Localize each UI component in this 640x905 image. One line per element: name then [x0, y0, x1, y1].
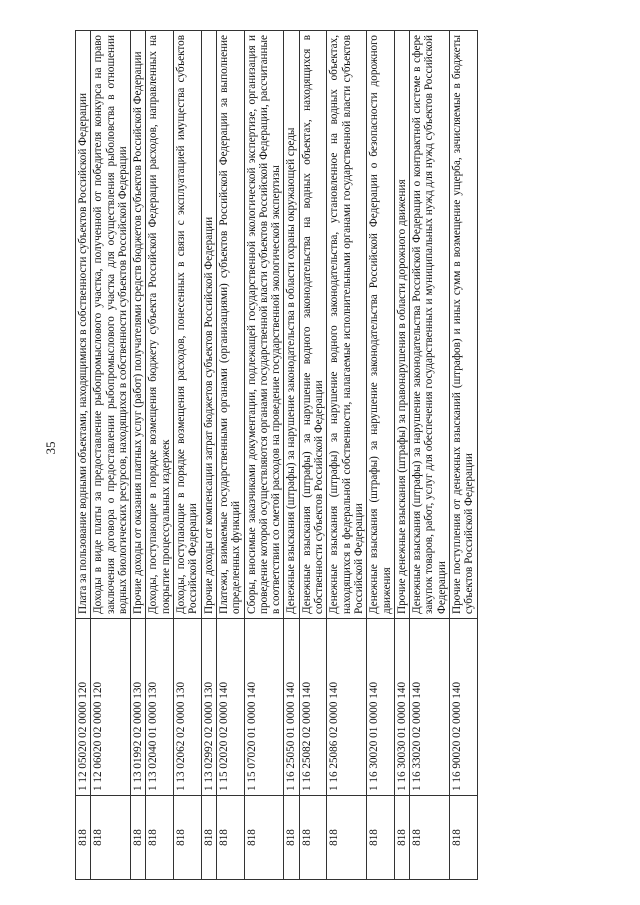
- budget-code-cell: 1 13 01992 02 0000 130: [131, 619, 146, 796]
- admin-code-cell: 818: [299, 796, 327, 880]
- budget-code-cell: 1 16 30020 01 0000 140: [367, 619, 395, 796]
- admin-code-cell: 818: [394, 796, 409, 880]
- revenue-codes-table: [75, 30, 478, 880]
- revenue-name-cell: Денежные взыскания (штрафы) за нарушение законодательства Российской Федерации о безопасности дорожного движения: [367, 31, 395, 619]
- admin-code-cell: 818: [410, 796, 450, 880]
- table-row: [284, 31, 299, 880]
- revenue-name-cell: Платежи, взимаемые государственными органами (организациями) субъектов Российской Федерации за выполнение определенных функций: [216, 31, 244, 619]
- admin-code-cell: 818: [201, 796, 216, 880]
- budget-code-cell: 1 16 25050 01 0000 140: [284, 619, 299, 796]
- table-row: [327, 31, 367, 880]
- table-row: [76, 31, 91, 880]
- revenue-name-cell: Прочие поступления от денежных взысканий (штрафов) и иных сумм в возмещение ущерба, зачисляемые в бюджеты субъектов Российской Федерации: [450, 31, 478, 619]
- revenue-name-cell: Прочие доходы от оказания платных услуг (работ) получателями средств бюджетов субъектов Российской Федерации: [131, 31, 146, 619]
- budget-code-cell: 1 13 02040 01 0000 130: [146, 619, 174, 796]
- table-row: [244, 31, 284, 880]
- admin-code-cell: 818: [367, 796, 395, 880]
- page-number: 35: [43, 441, 58, 455]
- budget-code-cell: 1 12 05020 02 0000 120: [76, 619, 91, 796]
- budget-code-cell: 1 13 02062 02 0000 130: [174, 619, 202, 796]
- budget-code-cell: 1 16 90020 02 0000 140: [450, 619, 478, 796]
- budget-code-cell: 1 16 25082 02 0000 140: [299, 619, 327, 796]
- table-row: [201, 31, 216, 880]
- revenue-name-cell: Денежные взыскания (штрафы) за нарушение законодательства Российской Федерации о контрактной системе в сфере закупок товаров, работ, услуг для обеспечения государственных и муниципальных нужд для нужд субъектов Российской Федерации: [410, 31, 450, 619]
- revenue-name-cell: Прочие денежные взыскания (штрафы) за правонарушения в области дорожного движения: [394, 31, 409, 619]
- table-row: [394, 31, 409, 880]
- admin-code-cell: 818: [284, 796, 299, 880]
- revenue-name-cell: Денежные взыскания (штрафы) за нарушение водного законодательства на водных объектах, находящихся в собственности субъектов Российской Федерации: [299, 31, 327, 619]
- budget-code-cell: 1 13 02992 02 0000 130: [201, 619, 216, 796]
- revenue-name-cell: Доходы в виде платы за предоставление рыбопромыслового участка, полученной от победителя конкурса на право заключения договора о предоставлении рыбопромыслового участка для осуществления рыболовства в отношении водных биологических ресурсов, находящихся в собственности субъектов Российской Федерации: [91, 31, 131, 619]
- table-row: [146, 31, 174, 880]
- table-row: [174, 31, 202, 880]
- revenue-name-cell: Доходы, поступающие в порядке возмещения расходов, понесенных в связи с эксплуатацией имущества субъектов Российской Федерации: [174, 31, 202, 619]
- revenue-name-cell: Плата за пользование водными объектами, находящимися в собственности субъектов Российской Федерации: [76, 31, 91, 619]
- table-row: [367, 31, 395, 880]
- budget-code-cell: 1 16 25086 02 0000 140: [327, 619, 367, 796]
- budget-code-cell: 1 16 30030 01 0000 140: [394, 619, 409, 796]
- admin-code-cell: 818: [146, 796, 174, 880]
- admin-code-cell: 818: [131, 796, 146, 880]
- table-row: [216, 31, 244, 880]
- revenue-name-cell: Денежные взыскания (штрафы) за нарушение законодательства в области охраны окружающей среды: [284, 31, 299, 619]
- budget-code-cell: 1 16 33020 02 0000 140: [410, 619, 450, 796]
- budget-code-cell: 1 15 02020 02 0000 140: [216, 619, 244, 796]
- revenue-name-cell: Доходы, поступающие в порядке возмещения бюджету субъекта Российской Федерации расходов, направленных на покрытие процессуальных издержек: [146, 31, 174, 619]
- rotated-table-container: [75, 30, 615, 880]
- table-row: [299, 31, 327, 880]
- admin-code-cell: 818: [327, 796, 367, 880]
- admin-code-cell: 818: [216, 796, 244, 880]
- table-row: [410, 31, 450, 880]
- admin-code-cell: 818: [174, 796, 202, 880]
- admin-code-cell: 818: [244, 796, 284, 880]
- admin-code-cell: 818: [91, 796, 131, 880]
- budget-code-cell: 1 15 07020 01 0000 140: [244, 619, 284, 796]
- admin-code-cell: 818: [450, 796, 478, 880]
- table-row: [450, 31, 478, 880]
- table-row: [91, 31, 131, 880]
- budget-code-cell: 1 12 06020 02 0000 120: [91, 619, 131, 796]
- table-row: [131, 31, 146, 880]
- admin-code-cell: 818: [76, 796, 91, 880]
- revenue-name-cell: Денежные взыскания (штрафы) за нарушение водного законодательства, установленное на водных объектах, находящихся в федеральной собственности, налагаемые исполнительными органами государственной власти субъектов Российской Федерации: [327, 31, 367, 619]
- revenue-name-cell: Прочие доходы от компенсации затрат бюджетов субъектов Российской Федерации: [201, 31, 216, 619]
- revenue-name-cell: Сборы, вносимые заказчиками документации, подлежащей государственной экологической экспертизе, организация и проведение которой осуществляются органами государственной власти субъектов Российской Федерации, рассчитанные в соответствии со сметой расходов на проведение государственной экологической экспертизы: [244, 31, 284, 619]
